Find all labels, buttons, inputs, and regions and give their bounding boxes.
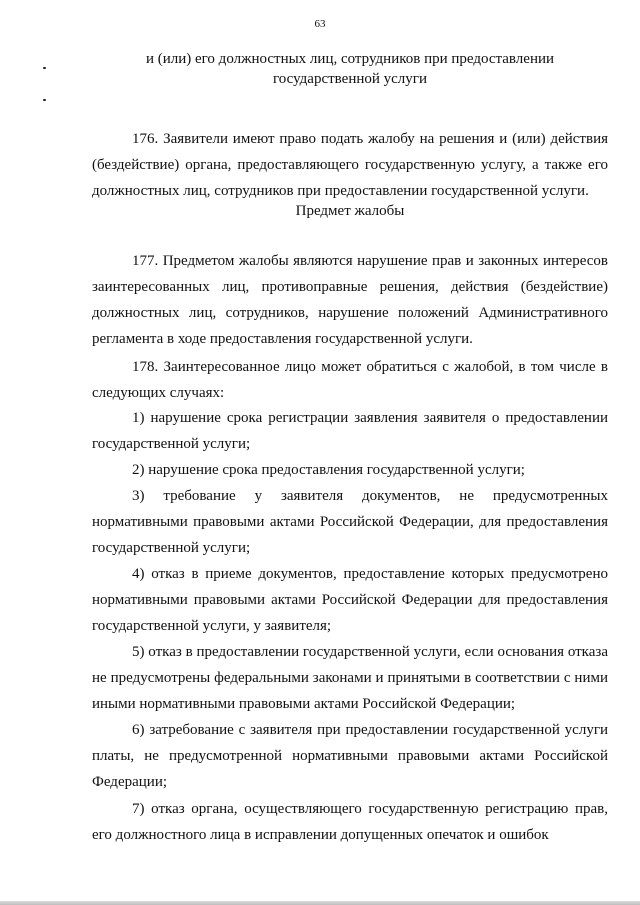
list-item: 1) нарушение срока регистрации заявления заявителя о предоставлении государственной услуги; [92, 410, 608, 452]
scan-mark [43, 67, 46, 69]
list-item: 6) затребование с заявителя при предоставлении государственной услуги платы, не предусмотренной нормативными правовыми актами Российской Федерации; [92, 722, 608, 790]
section-heading: и (или) его должностных лиц, сотрудников при предоставлении государственной услуги [145, 51, 555, 87]
scan-mark [43, 99, 46, 101]
subsection-heading: Предмет жалобы [295, 203, 405, 219]
page-number: 63 [314, 18, 326, 30]
page-bottom-edge [0, 901, 640, 905]
paragraph-178: 178. Заинтересованное лицо может обратиться с жалобой, в том числе в следующих случаях: [92, 359, 608, 401]
list-item: 7) отказ органа, осуществляющего государственную регистрацию прав, его должностного лица в исправлении допущенных опечаток и ошибок [92, 801, 608, 843]
paragraph-176: 176. Заявители имеют право подать жалобу на решения и (или) действия (бездействие) органа, предоставляющего государственную услугу, а также его должностных лиц, сотрудников при предоставлении государственной услуги. [92, 131, 608, 199]
list-item: 4) отказ в приеме документов, предоставление которых предусмотрено нормативными правовыми актами Российской Федерации для предоставления государственной услуги, у заявителя; [92, 566, 608, 634]
list-item: 5) отказ в предоставлении государственной услуги, если основания отказа не предусмотрены федеральными законами и принятыми в соответствии с ними иными нормативными правовыми актами Российской Федерации; [92, 644, 608, 712]
paragraph-177: 177. Предметом жалобы являются нарушение прав и законных интересов заинтересованных лиц, противоправные решения, действия (бездействие) должностных лиц, сотрудников, нарушение положений Административного регламента в ходе предоставления государственной услуги. [92, 253, 608, 347]
list-item: 3) требование у заявителя документов, не предусмотренных нормативными правовыми актами Российской Федерации, для предоставления государственной услуги; [92, 488, 608, 556]
list-item: 2) нарушение срока предоставления государственной услуги; [132, 462, 525, 478]
